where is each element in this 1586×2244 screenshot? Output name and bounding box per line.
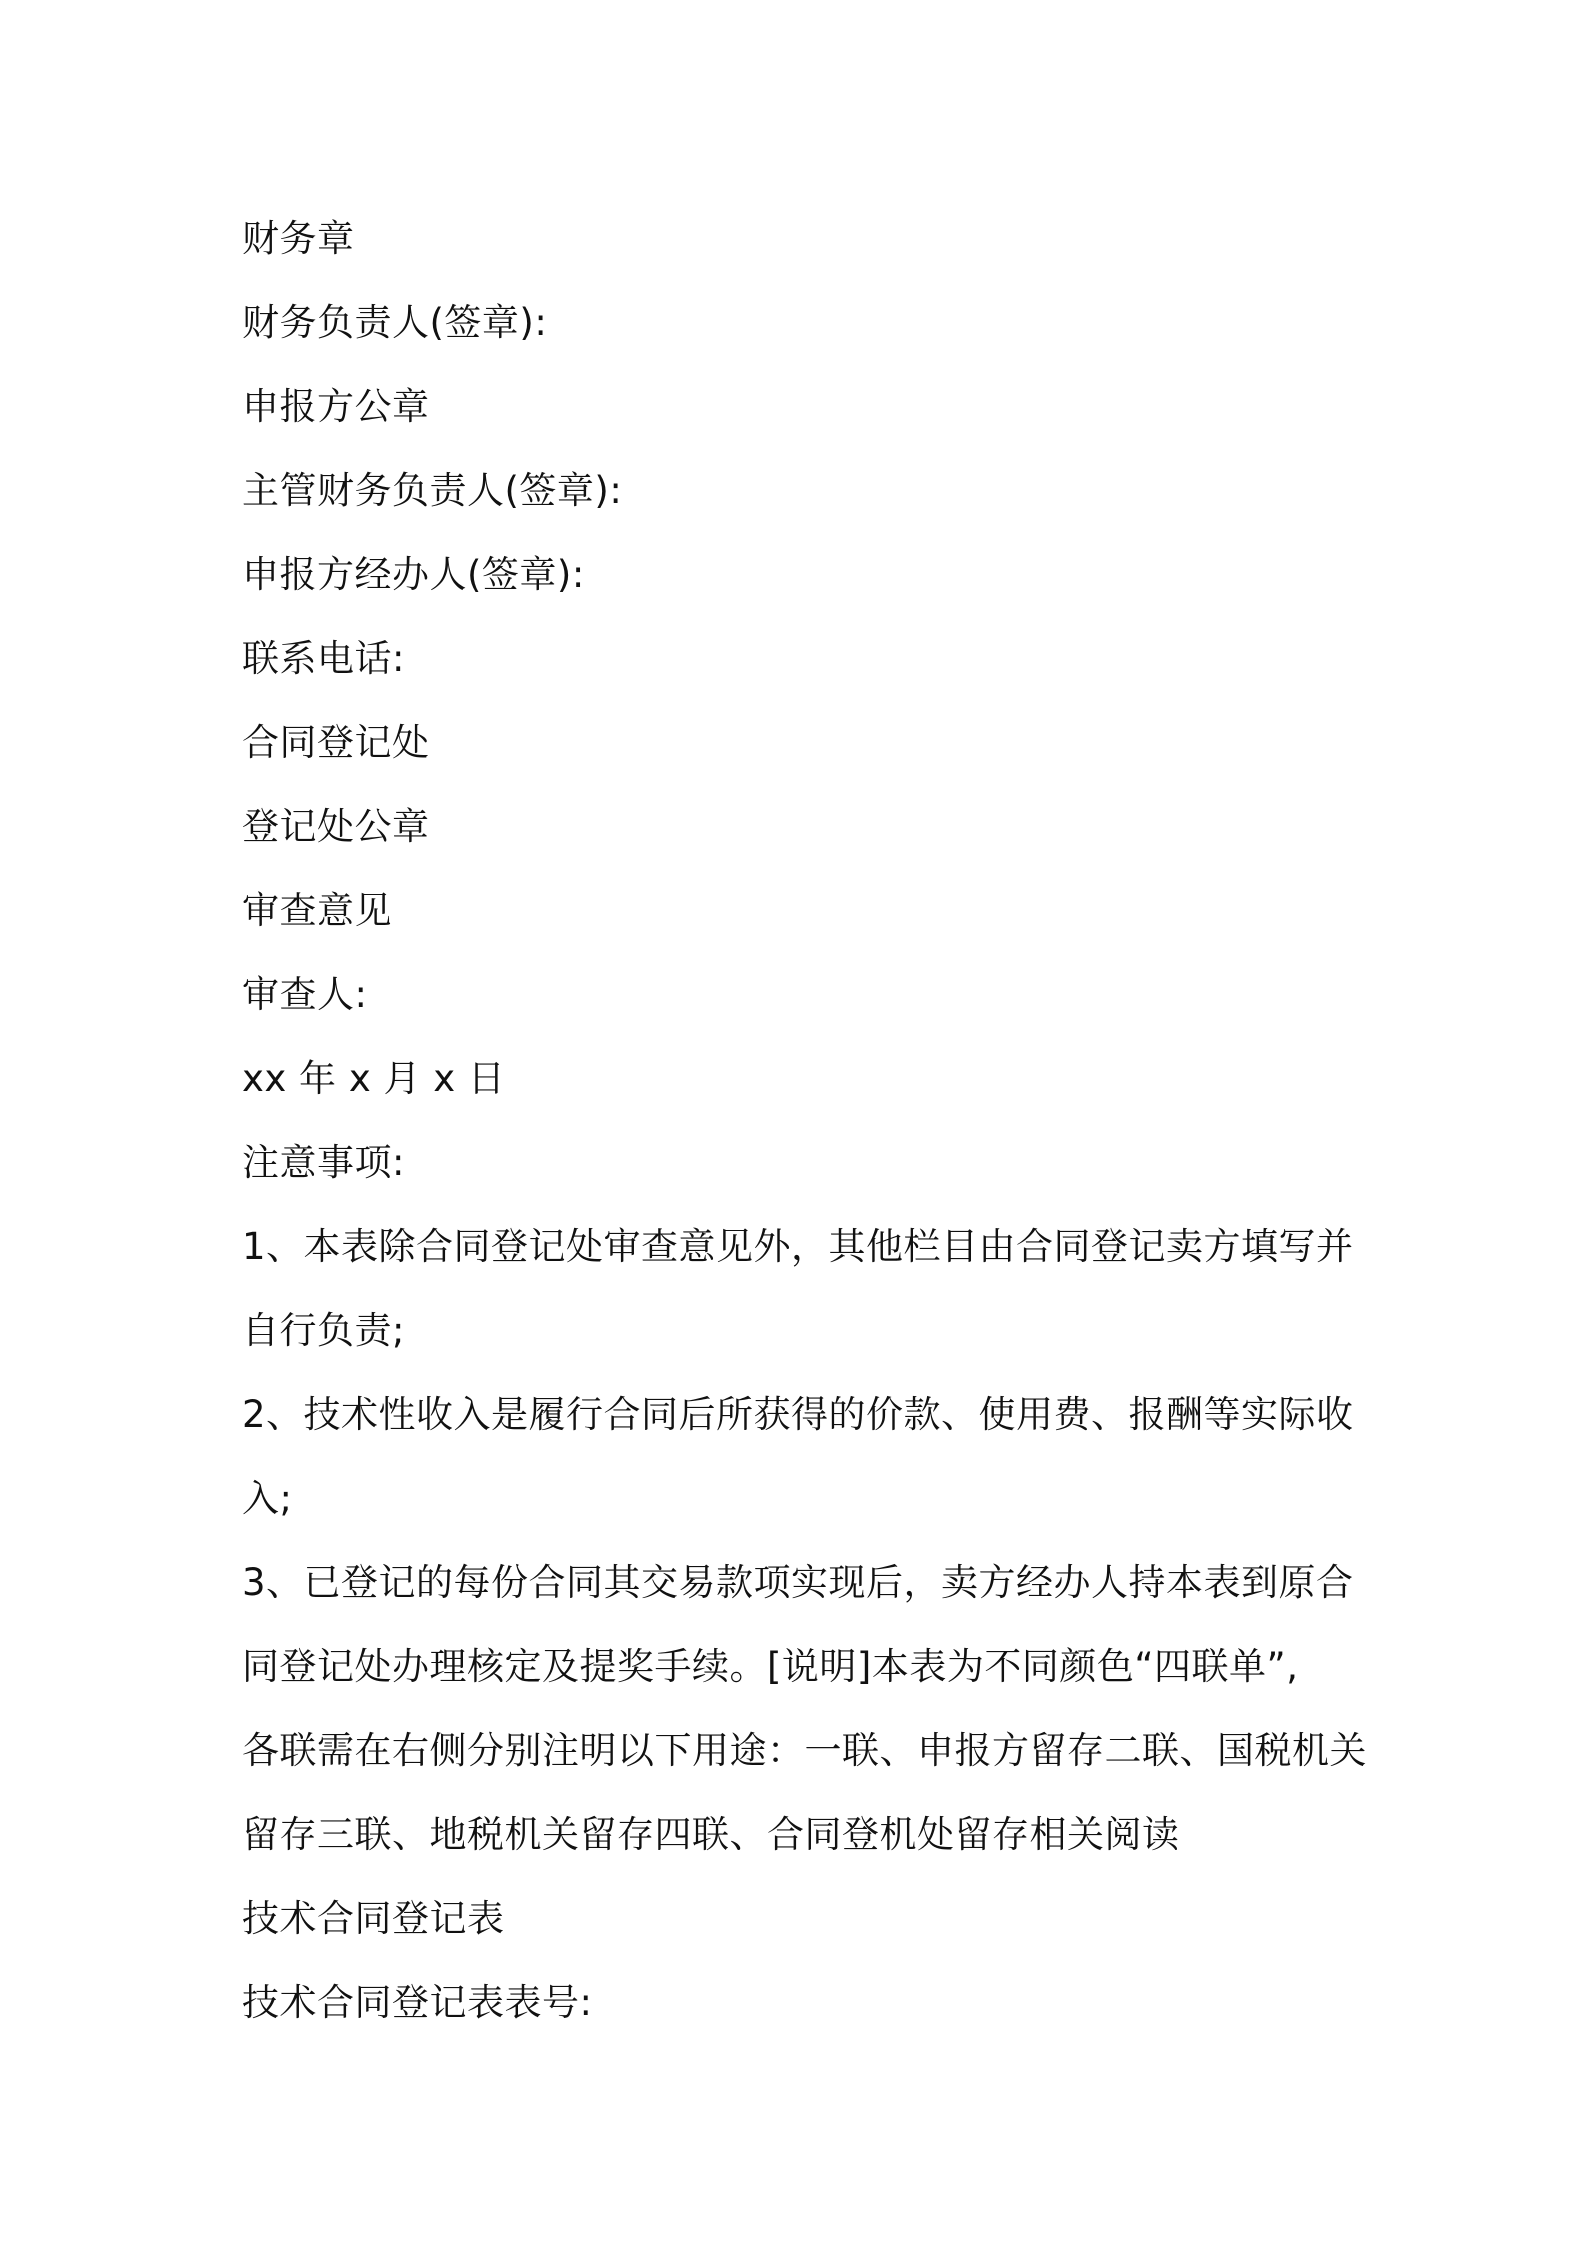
text-line-office-seal: 登记处公章 xyxy=(242,805,430,848)
text-line-note-3c: 各联需在右侧分别注明以下用途：一联、申报方留存二联、国税机关 xyxy=(242,1729,1367,1772)
text-line-note-1a: 1、本表除合同登记处审查意见外，其他栏目由合同登记卖方填写并 xyxy=(242,1225,1354,1268)
text-line-note-3b: 同登记处办理核定及提奖手续。[说明]本表为不同颜色“四联单”, xyxy=(242,1645,1299,1688)
text-line-note-1b: 自行负责; xyxy=(242,1309,405,1352)
text-line-form-title: 技术合同登记表 xyxy=(242,1897,505,1940)
text-line-note-2b: 入; xyxy=(242,1477,293,1520)
text-line-note-3d: 留存三联、地税机关留存四联、合同登机处留存相关阅读 xyxy=(242,1813,1180,1856)
text-line-review-opinion: 审查意见 xyxy=(242,889,392,932)
text-line-note-2a: 2、技术性收入是履行合同后所获得的价款、使用费、报酬等实际收 xyxy=(242,1393,1354,1436)
text-line-notes-heading: 注意事项: xyxy=(242,1141,405,1184)
text-line-date: xx 年 x 月 x 日 xyxy=(242,1057,506,1100)
text-line-finance-seal: 财务章 xyxy=(242,217,355,260)
text-line-chief-finance-signature: 主管财务负责人(签章): xyxy=(242,469,623,512)
text-line-applicant-agent-signature: 申报方经办人(签章): xyxy=(242,553,585,596)
text-line-form-number: 技术合同登记表表号: xyxy=(242,1981,593,2024)
document-body xyxy=(242,197,1367,2045)
text-line-reviewer: 审查人: xyxy=(242,973,368,1016)
text-line-note-3a: 3、已登记的每份合同其交易款项实现后，卖方经办人持本表到原合 xyxy=(242,1561,1354,1604)
text-line-registration-office: 合同登记处 xyxy=(242,721,430,764)
text-line-contact-phone: 联系电话: xyxy=(242,637,405,680)
text-line-applicant-seal: 申报方公章 xyxy=(242,385,430,428)
text-line-finance-head-signature: 财务负责人(签章): xyxy=(242,301,548,344)
